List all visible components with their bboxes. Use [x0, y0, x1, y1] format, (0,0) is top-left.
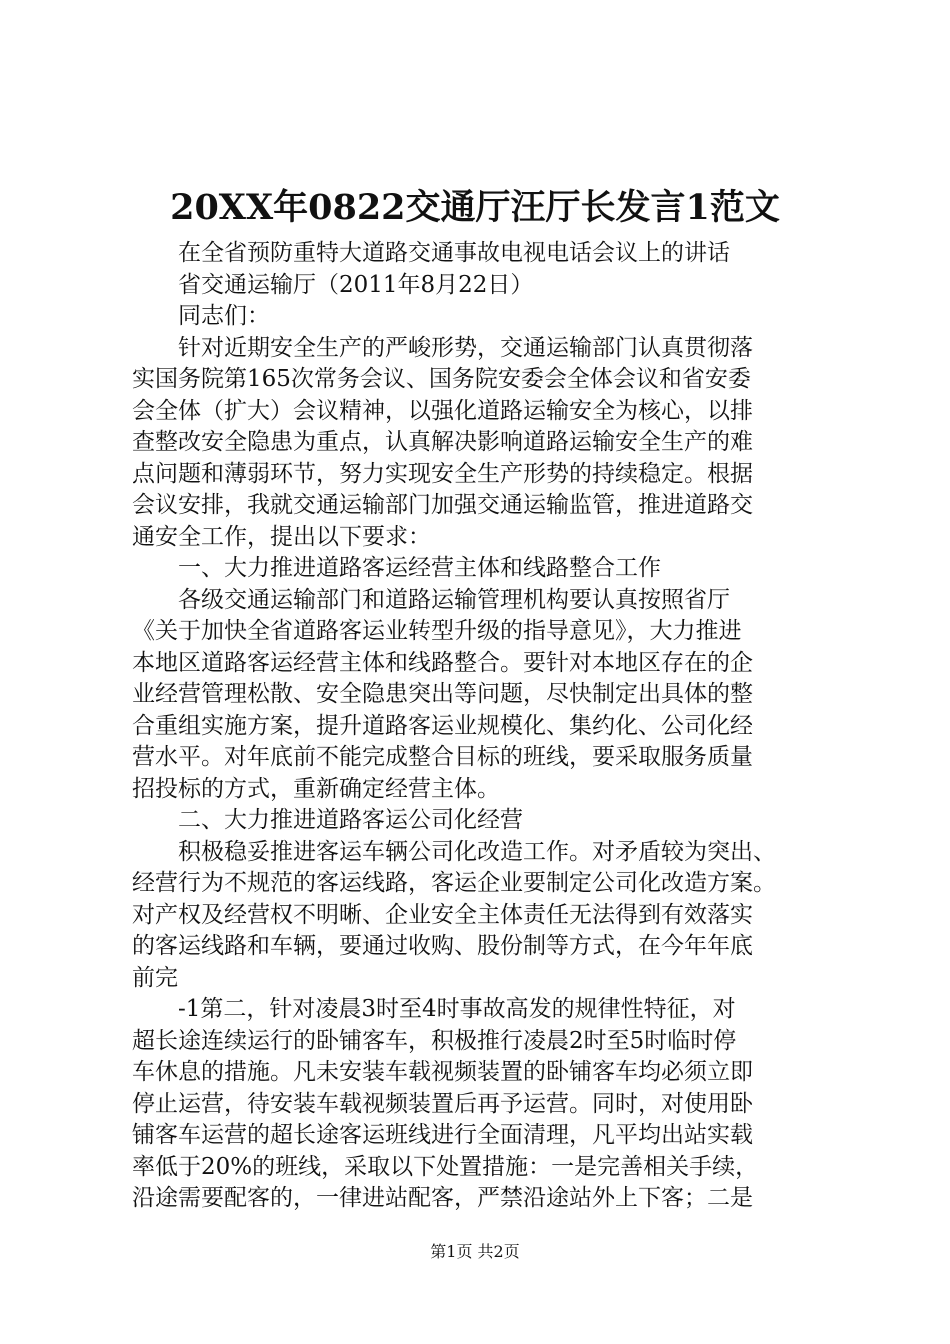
text-line: 对产权及经营权不明晰、企业安全主体责任无法得到有效落实 [132, 901, 753, 928]
text-line: 铺客车运营的超长途客运班线进行全面清理，凡平均出站实载 [132, 1122, 753, 1148]
text-line: -1第二，针对凌晨3时至4时事故高发的规律性特征，对 [178, 996, 736, 1022]
text-line: 二、大力推进道路客运公司化经营 [178, 807, 523, 833]
text-line: 车休息的措施。凡未安装车载视频装置的卧铺客车均必须立即 [132, 1059, 753, 1085]
text-line: 营水平。对年底前不能完成整合目标的班线，要采取服务质量 [132, 744, 753, 770]
text-line: 经营行为不规范的客运线路，客运企业要制定公司化改造方案。 [132, 870, 776, 896]
text-line: 各级交通运输部门和道路运输管理机构要认真按照省厅 [178, 586, 730, 613]
text-line: 率低于20%的班线，采取以下处置措施：一是完善相关手续， [132, 1153, 759, 1180]
document-title: 20XX年0822交通厅汪厅长发言1范文 [170, 187, 780, 228]
text-line: 前完 [132, 964, 178, 991]
text-line: 通安全工作，提出以下要求： [132, 523, 431, 550]
text-line: 查整改安全隐患为重点，认真解决影响道路运输安全生产的难 [132, 429, 753, 455]
text-line: 的客运线路和车辆，要通过收购、股份制等方式，在今年年底 [132, 933, 753, 959]
document-body [132, 238, 832, 1215]
text-line: 同志们： [178, 303, 270, 329]
text-line: 合重组实施方案，提升道路客运业规模化、集约化、公司化经 [132, 712, 753, 739]
page-footer: 第1页 共2页 [430, 1242, 520, 1261]
text-line: 招投标的方式，重新确定经营主体。 [132, 775, 500, 802]
text-line: 停止运营，待安装车载视频装置后再予运营。同时，对使用卧 [132, 1090, 753, 1117]
text-line: 在全省预防重特大道路交通事故电视电话会议上的讲话 [178, 240, 730, 266]
text-line: 实国务院第165次常务会议、国务院安委会全体会议和省安委 [132, 366, 751, 392]
text-line: 一、大力推进道路客运经营主体和线路整合工作 [178, 555, 661, 581]
text-line: 省交通运输厅（2011年8月22日） [178, 271, 534, 298]
text-line: 《关于加快全省道路客运业转型升级的指导意见》，大力推进 [132, 618, 742, 644]
text-line: 积极稳妥推进客运车辆公司化改造工作。对矛盾较为突出、 [178, 838, 776, 865]
text-line: 超长途连续运行的卧铺客车，积极推行凌晨2时至5时临时停 [132, 1027, 737, 1054]
text-line: 针对近期安全生产的严峻形势，交通运输部门认真贯彻落 [178, 334, 753, 361]
text-line: 会议安排，我就交通运输部门加强交通运输监管，推进道路交 [132, 492, 753, 518]
text-line: 本地区道路客运经营主体和线路整合。要针对本地区存在的企 [132, 649, 753, 676]
text-line: 点问题和薄弱环节，努力实现安全生产形势的持续稳定。根据 [132, 460, 753, 487]
text-line: 会全体（扩大）会议精神，以强化道路运输安全为核心，以排 [132, 397, 753, 424]
text-line: 沿途需要配客的，一律进站配客，严禁沿途站外上下客；二是 [132, 1185, 753, 1211]
text-line: 业经营管理松散、安全隐患突出等问题，尽快制定出具体的整 [132, 681, 753, 707]
